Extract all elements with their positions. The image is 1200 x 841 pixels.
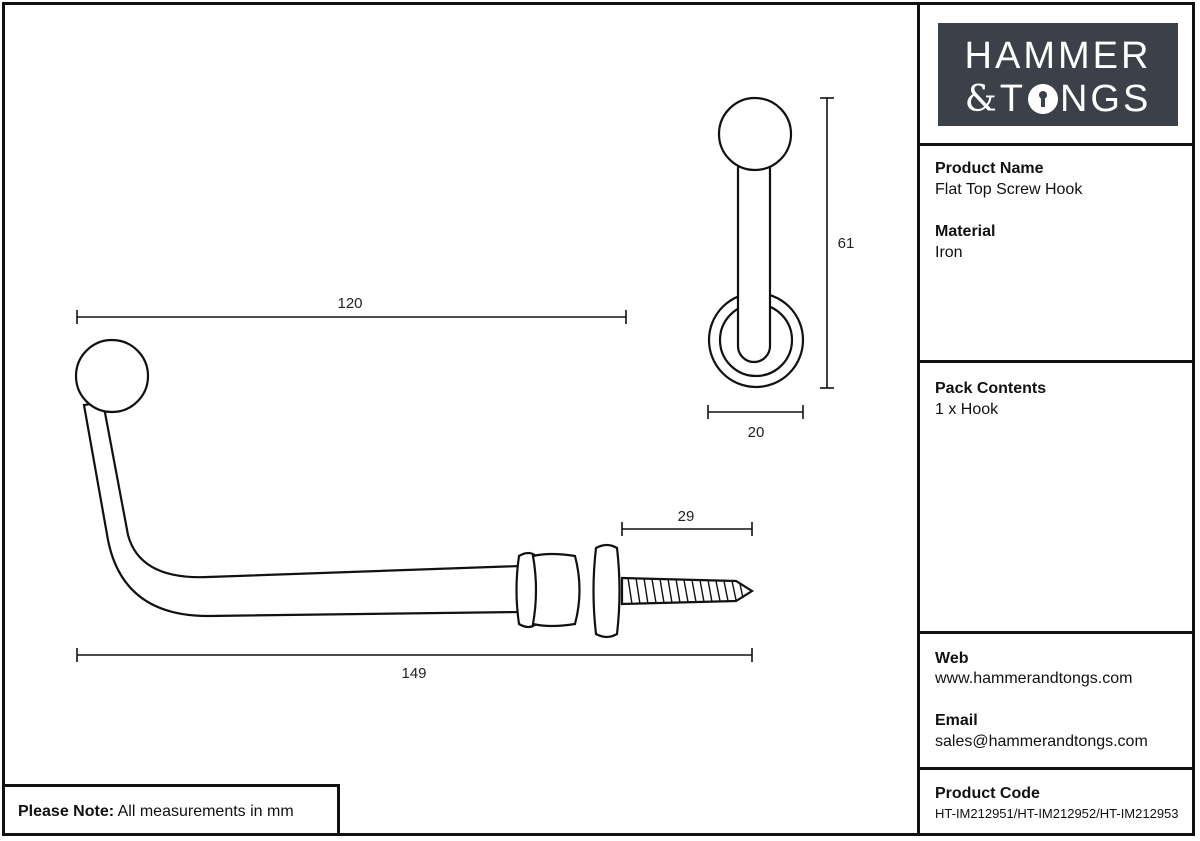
measurement-note (2, 784, 340, 836)
dim-height: 61 (837, 235, 855, 252)
dim-width: 20 (747, 424, 765, 441)
hook-side-view (76, 340, 752, 637)
front-ball (719, 98, 791, 170)
hook-rod (84, 402, 520, 616)
dim-length-total: 149 (401, 665, 427, 682)
brand-logo (938, 23, 1178, 126)
note-text: All measurements in mm (117, 803, 294, 820)
brand-line2-start: T (999, 78, 1026, 120)
hook-collar-body (533, 554, 580, 626)
front-rod (738, 152, 770, 362)
hook-collar-ring-right (594, 545, 620, 637)
product-code-label: Product Code (935, 785, 1040, 802)
divider-line (920, 767, 1195, 770)
divider-line (920, 631, 1195, 634)
product-code-value: HT-IM212951/HT-IM212952/HT-IM212953 (935, 806, 1179, 821)
brand-name-line1: HAMMER (964, 35, 1152, 77)
material-value: Iron (935, 244, 963, 261)
product-name-label: Product Name (935, 160, 1044, 177)
divider-line (920, 143, 1195, 146)
pack-contents-label: Pack Contents (935, 380, 1047, 397)
divider-line (920, 360, 1195, 363)
product-name-value: Flat Top Screw Hook (935, 181, 1083, 198)
email-label: Email (935, 712, 978, 729)
web-label: Web (935, 650, 969, 667)
pack-contents-value: 1 x Hook (935, 401, 999, 418)
brand-line2-end: NGS (1059, 78, 1152, 120)
keyhole-icon (1028, 84, 1058, 114)
note-label: Please Note: (18, 803, 115, 820)
email-value[interactable]: sales@hammerandtongs.com (935, 733, 1148, 750)
brand-name-line2 (938, 78, 1178, 121)
hook-front-view (709, 98, 803, 387)
material-label: Material (935, 223, 996, 240)
brand-ampersand: & (964, 79, 1000, 120)
dim-length-top: 120 (337, 295, 363, 312)
web-value[interactable]: www.hammerandtongs.com (935, 670, 1133, 687)
hook-ball (76, 340, 148, 412)
note-line (18, 803, 294, 821)
panel-divider (917, 2, 920, 836)
dim-screw-length: 29 (677, 508, 695, 525)
